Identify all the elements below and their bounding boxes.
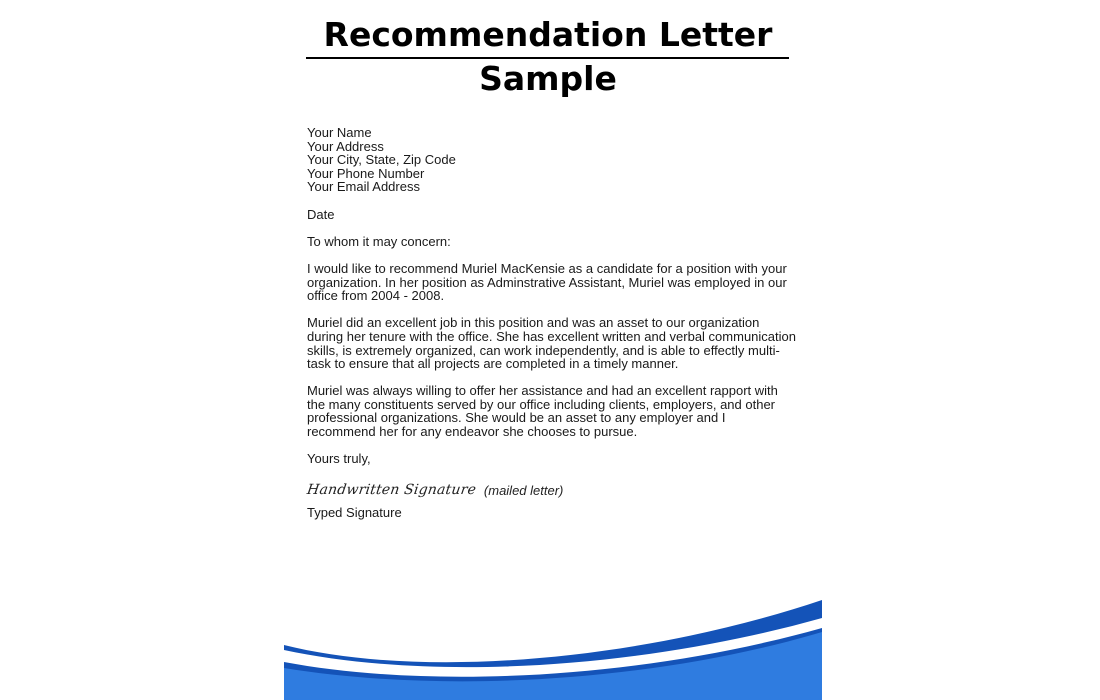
salutation: To whom it may concern:: [307, 233, 451, 249]
sender-address: Your Address: [307, 138, 384, 154]
sender-email: Your Email Address: [307, 179, 420, 195]
page-subtitle: Sample: [479, 59, 617, 98]
typed-signature: Typed Signature: [307, 504, 402, 520]
sender-city-state-zip: Your City, State, Zip Code: [307, 152, 456, 168]
letter-body: [307, 126, 797, 519]
handwritten-signature: Handwritten Signature: [305, 482, 478, 499]
page-title: Recommendation Letter: [323, 15, 773, 54]
paragraph-3: Muriel was always willing to offer her assistance and had an excellent rapport with the many constituents served by our office including clients, employers, and other professional organizations. She would be an asset to any employer and I recommend her for any endeavor she chooses to pursue.: [307, 383, 778, 440]
paragraph-1: I would like to recommend Muriel MacKensie as a candidate for a position with your organization. In her position as Adminstrative Assistant, Muriel was employed in our office from 2004 - 2008.: [307, 260, 787, 304]
paragraph-2: Muriel did an excellent job in this position and was an asset to our organization during her tenure with the office. She has excellent written and verbal communication skills, is extremely organized, can work independently, and is able to effectly multi-task to ensure that all projects are completed in a timely manner.: [307, 315, 796, 372]
sender-phone: Your Phone Number: [307, 165, 425, 181]
signature-note: (mailed letter): [483, 483, 564, 499]
signature-row: [307, 476, 797, 506]
sender-block: [307, 126, 797, 194]
letter-date: Date: [307, 206, 335, 222]
closing: Yours truly,: [307, 451, 371, 467]
sender-name: Your Name: [307, 125, 372, 140]
blue-wave-decoration: [284, 590, 822, 700]
